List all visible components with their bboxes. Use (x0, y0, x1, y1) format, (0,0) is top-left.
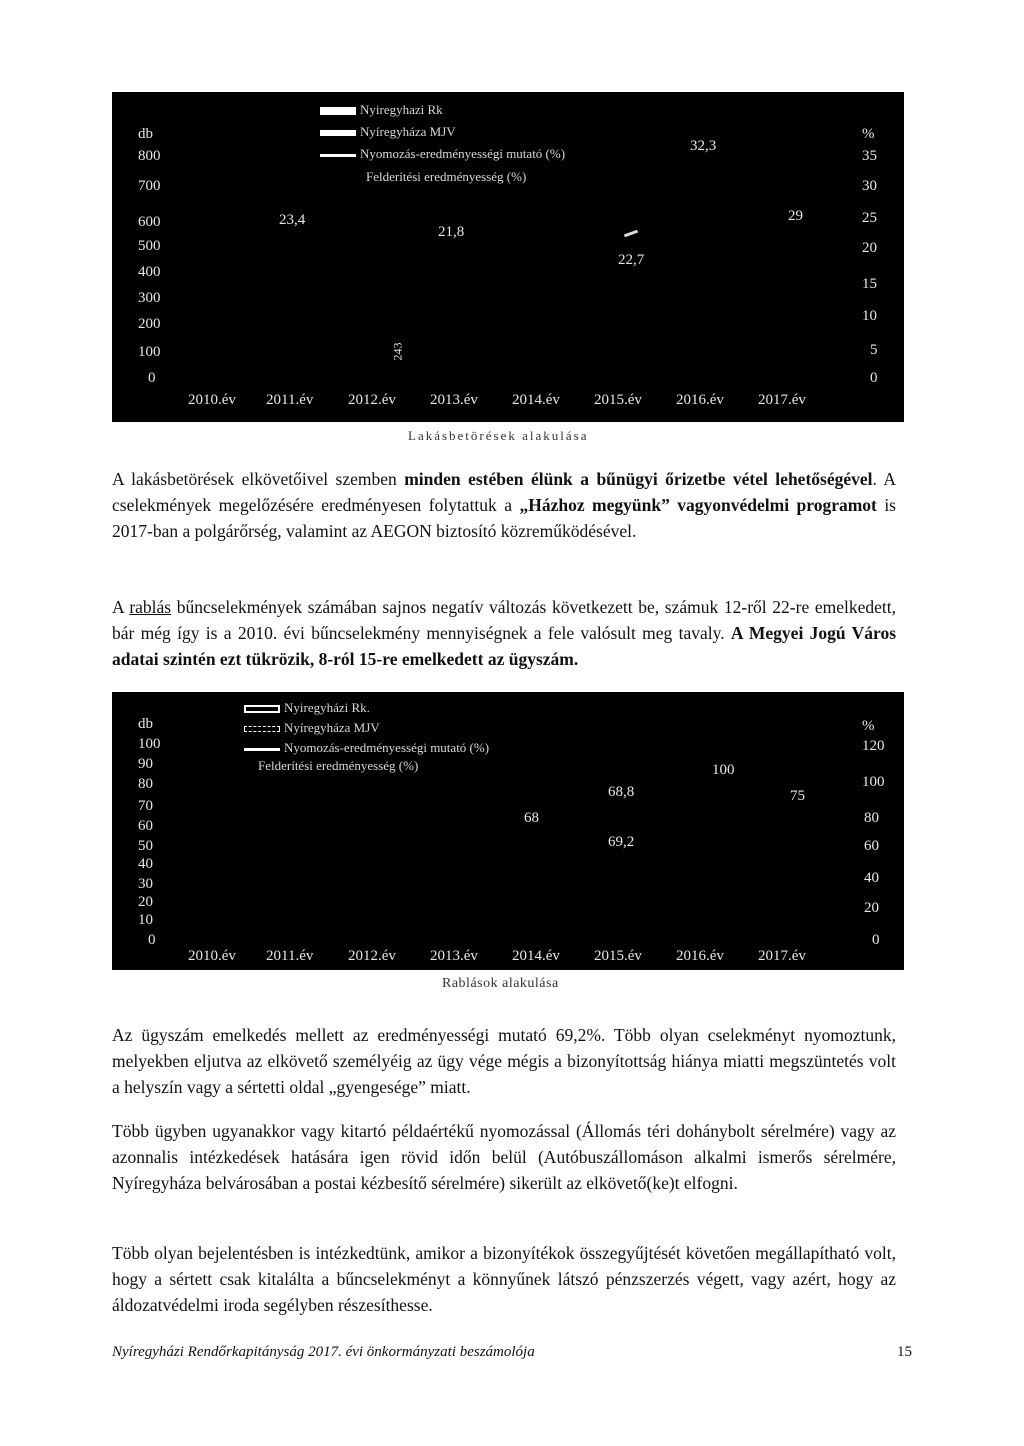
chart1-value-label: 32,3 (690, 138, 717, 154)
tick-label: 0 (148, 370, 156, 386)
x-tick-label: 2013.év (430, 948, 478, 964)
chart2-value-label: 69,2 (608, 834, 635, 850)
tick-label: 400 (138, 264, 161, 280)
tick-label: 20 (138, 894, 153, 910)
chart2-value-label: 68,8 (608, 784, 635, 800)
tick-label: 0 (872, 932, 880, 948)
x-tick-label: 2011.év (266, 948, 314, 964)
paragraph-kitarto-nyomozas: Több ügyben ugyanakkor vagy kitartó példaértékű nyomozással (Állomás téri dohánybolt sérelmére) vagy az azonnalis intézkedések hatására igen rövid időn belül (Autóbuszállomáson alkalmi ismerős sérelmére, Nyíregyháza belvárosában a postai kézbesítő sérelmére) sikerült az elkövető(ke)t elfogni. (112, 1121, 896, 1193)
tick-label: 100 (138, 736, 161, 752)
tick-label: 35 (862, 148, 877, 164)
chart2-caption: Rablások alakulása (442, 976, 559, 991)
tick-label: 800 (138, 148, 161, 164)
tick-label: 10 (138, 912, 153, 928)
tick-label: 500 (138, 238, 161, 254)
chart2-value-label: 75 (790, 788, 805, 804)
p1-seg-0: A lakásbetörések elkövetőivel szemben (112, 469, 405, 489)
tick-label: 30 (138, 876, 153, 892)
chart-rablasok (112, 692, 904, 970)
page-footer (112, 1344, 912, 1361)
tick-label: 50 (138, 838, 153, 854)
chart2-legend-item-4: Felderítési eredményesség (%) (258, 758, 419, 773)
tick-label: 40 (138, 856, 153, 872)
x-tick-label: 2010.év (188, 392, 236, 408)
tick-label: 30 (862, 178, 877, 194)
chart2-legend-item-1: Nyiregyházi Rk. (244, 700, 370, 716)
x-tick-label: 2012.év (348, 948, 396, 964)
x-tick-label: 2014.év (512, 948, 560, 964)
tick-label: 600 (138, 214, 161, 230)
chart2-value-label: 68 (524, 810, 539, 826)
chart1-legend-item-1: Nyiregyhazi Rk (320, 102, 443, 118)
tick-label: 15 (862, 276, 877, 292)
tick-label: 80 (138, 776, 153, 792)
chart1-value-label: 23,4 (279, 212, 306, 228)
x-tick-label: 2015.év (594, 948, 642, 964)
tick-label: 10 (862, 308, 877, 324)
chart1-value-label: 21,8 (438, 224, 465, 240)
p2-seg-3: A Megyei Jogú Város adatai szintén ezt tükrözik, 8-ról 15-re emelkedett az ügyszám. (112, 623, 896, 669)
tick-label: 40 (864, 870, 879, 886)
tick-label: 20 (864, 900, 879, 916)
tick-label: 700 (138, 178, 161, 194)
chart1-line-marker (624, 230, 638, 238)
legend-swatch (244, 726, 280, 732)
p2-seg-0: A (112, 597, 130, 617)
paragraph-rablas (112, 594, 896, 672)
p1-seg-4: is 2017-ban a polgárőrség, valamint az AEGON biztosító közreműködésével. (112, 495, 896, 541)
tick-label: 100 (138, 344, 161, 360)
chart1-legend-item-3: Nyomozás-eredményességi mutató (%) (320, 146, 565, 162)
tick-label: 25 (862, 210, 877, 226)
chart1-left-axis-unit: db (138, 126, 153, 142)
x-tick-label: 2010.év (188, 948, 236, 964)
x-tick-label: 2014.év (512, 392, 560, 408)
paragraph-lakasbetoresek (112, 466, 896, 544)
p1-seg-2: . A cselekmények megelőzésére eredményesen folytattuk a (112, 469, 897, 515)
legend-swatch (244, 748, 280, 751)
chart1-value-label: 29 (788, 208, 803, 224)
paragraph-eredmenyessegi-mutato: Az ügyszám emelkedés mellett az eredményességi mutató 69,2%. Több olyan cselekményt nyomoztunk, melyekben eljutva az elkövető személyéig az ügy vége mégis a bizonyítottság hiánya miatti megszüntetés volt a helyszín vagy a sértetti oldal „gyengesége” miatt. (112, 1025, 896, 1097)
tick-label: 20 (862, 240, 877, 256)
tick-label: 100 (862, 774, 885, 790)
legend-swatch (320, 154, 356, 157)
legend-swatch (320, 107, 356, 115)
tick-label: 5 (870, 342, 878, 358)
tick-label: 120 (862, 738, 885, 754)
tick-label: 0 (870, 370, 878, 386)
chart1-right-axis-unit: % (862, 126, 875, 142)
p2-seg-1: rablás (129, 597, 172, 617)
tick-label: 200 (138, 316, 161, 332)
tick-label: 80 (864, 810, 879, 826)
p1-seg-3: „Házhoz megyünk” vagyonvédelmi programot (519, 495, 877, 515)
p1-seg-1: minden estében élünk a bűnügyi őrizetbe vétel lehetőségével (404, 469, 873, 489)
chart2-legend-item-3: Nyomozás-eredményességi mutató (%) (244, 740, 489, 756)
chart1-value-label: 243 (390, 342, 405, 361)
chart2-right-axis-unit: % (862, 718, 875, 734)
paragraph-kitalalt-bejelentesek: Több olyan bejelentésben is intézkedtünk, amikor a bizonyítékok összegyűjtését követően megállapítható volt, hogy a sértett csak kitalálta a bűncselekményt a könnyűnek látszó pénzszerzés végett, vagy azért, hogy az áldozatvédelmi iroda segélyben részesíthesse. (112, 1243, 896, 1315)
tick-label: 60 (138, 818, 153, 834)
x-tick-label: 2016.év (676, 392, 724, 408)
legend-swatch (244, 705, 280, 713)
page-number: 15 (897, 1344, 912, 1360)
footer-title: Nyíregyházi Rendőrkapitányság 2017. évi önkormányzati beszámolója (112, 1344, 535, 1360)
chart1-legend-item-2: Nyíregyháza MJV (320, 124, 456, 140)
chart-lakasbetoresek (112, 92, 904, 422)
p2-seg-2: bűncselekmények számában sajnos negatív változás következett be, számuk 12-ről 22-re emelkedett, bár még így is a 2010. évi bűncselekmény mennyiségnek a fele valósult meg tavaly. (112, 597, 896, 643)
x-tick-label: 2012.év (348, 392, 396, 408)
x-tick-label: 2013.év (430, 392, 478, 408)
x-tick-label: 2016.év (676, 948, 724, 964)
chart2-value-label: 100 (712, 762, 735, 778)
chart2-legend-item-2: Nyíregyháza MJV (244, 720, 380, 736)
chart1-caption: Lakásbetörések alakulása (408, 428, 589, 443)
x-tick-label: 2011.év (266, 392, 314, 408)
tick-label: 60 (864, 838, 879, 854)
chart2-left-axis-unit: db (138, 716, 153, 732)
tick-label: 300 (138, 290, 161, 306)
tick-label: 90 (138, 756, 153, 772)
legend-swatch (320, 130, 356, 136)
tick-label: 0 (148, 932, 156, 948)
x-tick-label: 2015.év (594, 392, 642, 408)
x-tick-label: 2017.év (758, 948, 806, 964)
chart1-value-label: 22,7 (618, 252, 645, 268)
x-tick-label: 2017.év (758, 392, 806, 408)
chart1-legend-item-4: Felderítési eredményesség (%) (366, 169, 527, 184)
tick-label: 70 (138, 798, 153, 814)
